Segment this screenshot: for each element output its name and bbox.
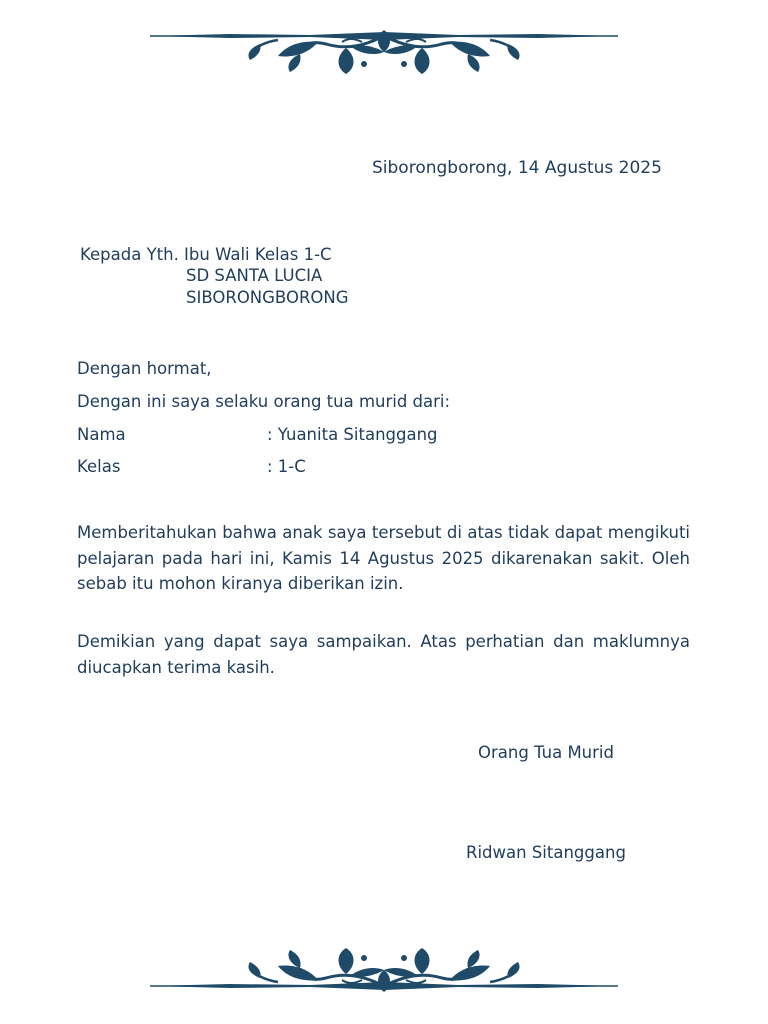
recipient-school: SD SANTA LUCIA bbox=[186, 266, 323, 285]
field-label-name: Nama bbox=[77, 425, 126, 444]
closing-paragraph: Demikian yang dapat saya sampaikan. Atas perhatian dan maklumnya diucapkan terima kasih. bbox=[77, 632, 690, 677]
intro-line: Dengan ini saya selaku orang tua murid dari: bbox=[77, 392, 451, 411]
field-value-class: : 1-C bbox=[267, 457, 306, 476]
salutation: Dengan hormat, bbox=[77, 359, 212, 378]
top-floral-ornament-icon bbox=[150, 22, 618, 82]
body-paragraph: Memberitahukan bahwa anak saya tersebut di atas tidak dapat mengikuti pelajaran pada hari ini, Kamis 14 Agustus 2025 dikarenakan sakit. Oleh sebab itu mohon kiranya diberikan izin. bbox=[77, 523, 690, 593]
letter-date: Siborongborong, 14 Agustus 2025 bbox=[372, 158, 662, 178]
closing-title: Orang Tua Murid bbox=[478, 743, 614, 762]
field-label-class: Kelas bbox=[77, 457, 121, 476]
recipient-line: Kepada Yth. Ibu Wali Kelas 1-C bbox=[80, 245, 332, 264]
recipient-city: SIBORONGBORONG bbox=[186, 288, 349, 307]
field-value-name: : Yuanita Sitanggang bbox=[267, 425, 438, 444]
bottom-floral-ornament-icon bbox=[150, 940, 618, 1000]
signer-name: Ridwan Sitanggang bbox=[466, 843, 626, 862]
